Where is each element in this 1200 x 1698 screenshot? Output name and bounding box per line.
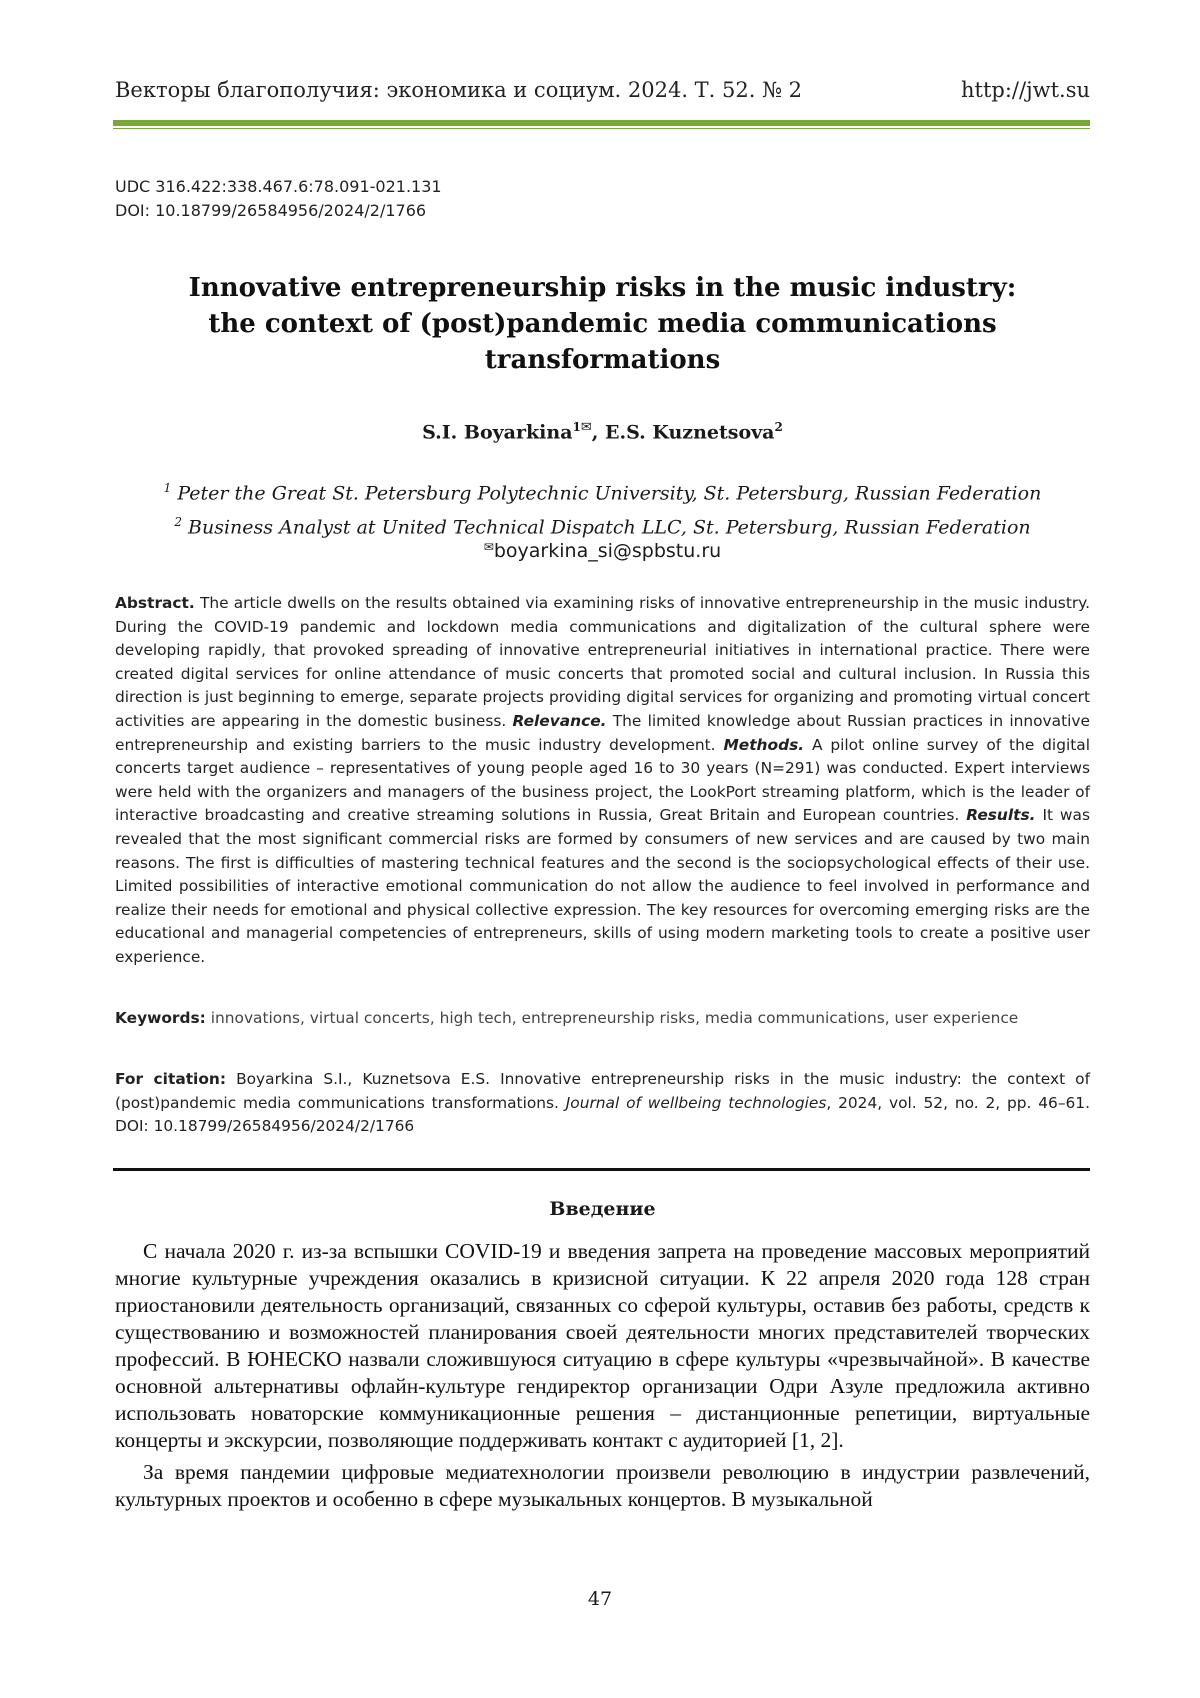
udc-code: UDC 316.422:338.467.6:78.091-021.131 [115,175,442,199]
affiliation-marker: 2 [775,420,783,434]
abstract-label: Abstract. [115,594,195,612]
affiliation-marker: 1 [164,481,172,495]
affiliation [115,508,1090,542]
section-title: Введение [115,1198,1090,1220]
affiliation-marker: 2 [174,515,182,529]
contact-email [115,540,1090,562]
envelope-icon: ✉ [581,420,592,435]
body-text [115,1238,1090,1518]
methods-label: Methods. [723,736,804,754]
journal-page [0,0,1200,1698]
affiliation [115,474,1090,508]
section-divider [113,1168,1090,1171]
header-rule [113,120,1090,126]
title-line: transformations [115,342,1090,378]
affiliation-marker: 1 [573,420,581,434]
abstract-text: The article dwells on the results obtained via examining risks of innovative entrepreneurship in the music industry. During the COVID-19 pandemic and lockdown media communications and digitalization of the cultural sphere were developing rapidly, that provoked spreading of innovative entrepreneurial initiatives in international practice. There were created digital services for online attendance of music concerts that promoted social and cultural inclusion. In Russia this direction is just beginning to emerge, separate projects providing digital services for organizing and promoting virtual concert activities are appearing in the domestic business. [115,594,1090,730]
results-label: Results. [966,806,1035,824]
author-name: S.I. Boyarkina [422,421,572,443]
abstract [115,592,1090,970]
keywords [115,1007,1090,1031]
doi: DOI: 10.18799/26584956/2024/2/1766 [115,199,442,223]
abstract-text: It was revealed that the most significant commercial risks are formed by consumers of new services and are caused by two main reasons. The first is difficulties of mastering technical features and the second is the sociopsychological effects of their use. Limited possibilities of interactive emotional communication do not allow the audience to feel involved in performance and realize their needs for emotional and physical collective expression. The key resources for overcoming emerging risks are the educational and managerial competencies of entrepreneurs, skills of using modern marketing tools to create a positive user experience. [115,806,1090,966]
author-separator: , [592,421,605,443]
article-title [115,270,1090,378]
citation-text: Boyarkina S.I., Kuznetsova E.S. Innovative entrepreneurship risks in the music industry: the context of (post)pandemic media communications transformations. [115,1070,1090,1112]
title-line: the context of (post)pandemic media communications [115,306,1090,342]
header-rule-thin [113,128,1090,129]
citation-journal: Journal of wellbeing technologies [566,1094,827,1112]
running-header [115,70,1090,110]
abstract-text: The limited knowledge about Russian practices in innovative entrepreneurship and existing barriers to the music industry development. [115,712,1090,754]
affiliation-text: Peter the Great St. Petersburg Polytechnic University, St. Petersburg, Russian Federation [177,482,1041,504]
paragraph: За время пандемии цифровые медиатехнологии произвели революцию в индустрии развлечений, культурных проектов и особенно в сфере музыкальных концертов. В музыкальной [115,1459,1090,1513]
journal-name: Векторы благополучия: экономика и социум. 2024. Т. 52. № 2 [115,78,802,102]
citation-text: , 2024, vol. 52, no. 2, pp. 46–61. DOI: 10.18799/26584956/2024/2/1766 [115,1094,1090,1136]
article-meta [115,175,442,223]
authors [115,420,1090,443]
journal-website[interactable]: http://jwt.su [961,78,1090,102]
paragraph: С начала 2020 г. из-за вспышки COVID-19 и введения запрета на проведение массовых мероприятий многие культурные учреждения оказались в кризисной ситуации. К 22 апреля 2020 года 128 стран приостановили деятельность организаций, связанных со сферой культуры, оставив без работы, средств к существованию и возможностей планирования своей деятельности многих представителей творческих профессий. В ЮНЕСКО назвали сложившуюся ситуацию в сфере культуры «чрезвычайной». В качестве основной альтернативы офлайн-культуре гендиректор организации Одри Азуле предложила активно использовать новаторские коммуникационные решения – дистанционные репетиции, виртуальные концерты и экскурсии, позволяющие поддерживать контакт с аудиторией [1, 2]. [115,1238,1090,1454]
affiliations [115,474,1090,543]
affiliation-text: Business Analyst at United Technical Dispatch LLC, St. Petersburg, Russian Federation [188,517,1031,539]
relevance-label: Relevance. [513,712,607,730]
envelope-icon: ✉ [484,540,494,554]
title-line: Innovative entrepreneurship risks in the music industry: [115,270,1090,306]
keywords-label: Keywords: [115,1009,206,1027]
page-number: 47 [0,1588,1200,1610]
email-link[interactable]: boyarkina_si@spbstu.ru [494,540,721,562]
abstract-text: A pilot online survey of the digital concerts target audience – representatives of young people aged 16 to 30 years (N=291) was conducted. Expert interviews were held with the organizers and managers of the business project, the LookPort streaming platform, which is the leader of interactive broadcasting and creative streaming solutions in Russia, Great Britain and European countries. [115,736,1090,825]
citation-label: For citation: [115,1070,226,1088]
author-name: E.S. Kuznetsova [605,421,774,443]
citation [115,1068,1090,1139]
keywords-text: innovations, virtual concerts, high tech, entrepreneurship risks, media communications, user experience [211,1009,1019,1027]
